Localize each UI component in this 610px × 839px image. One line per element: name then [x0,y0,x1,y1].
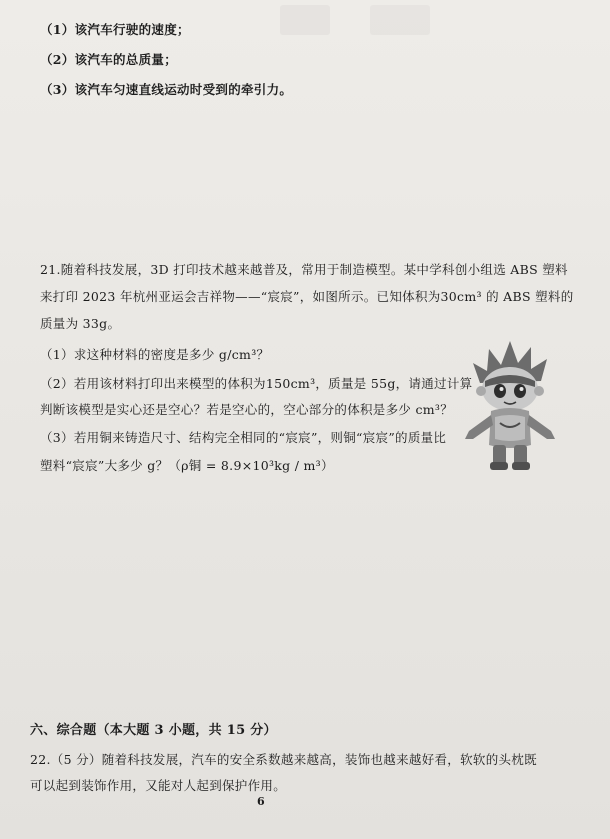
mascot-chenchen-icon [455,335,565,475]
scan-smudge [370,5,430,35]
q21-part-3-line-2: 塑料“宸宸”大多少 g？（ρ铜 = 8.9×10³kg / m³） [40,458,334,473]
page-number: 6 [257,795,265,808]
q20-part-3: （3）该汽车匀速直线运动时受到的牵引力。 [40,82,293,97]
q22-line-2: 可以起到装饰作用，又能对人起到保护作用。 [30,778,287,793]
q21-stem-line-2: 来打印 2023 年杭州亚运会吉祥物——“宸宸”，如图所示。已知体积为30cm³ 的 ABS 塑料的 [40,289,574,304]
q21-part-2-line-1: （2）若用该材料打印出来模型的体积为150cm³，质量是 55g，请通过计算 [40,376,473,391]
q20-part-1: （1）该汽车行驶的速度； [40,22,190,37]
q21-part-3-line-1: （3）若用铜来铸造尺寸、结构完全相同的“宸宸”，则铜“宸宸”的质量比 [40,430,447,445]
section-title: 六、综合题（本大题 3 小题，共 15 分） [30,723,277,738]
q21-stem-line-1: 21.随着科技发展，3D 打印技术越来越普及，常用于制造模型。某中学科创小组选 ABS 塑料 [40,262,568,277]
scan-smudge [280,5,330,35]
q22-line-1: 22.（5 分）随着科技发展，汽车的安全系数越来越高，装饰也越来越好看，软软的头枕既 [30,752,537,767]
q21-stem-line-3: 质量为 33g。 [40,316,121,331]
q20-part-2: （2）该汽车的总质量； [40,52,177,67]
q21-part-2-line-2: 判断该模型是实心还是空心？若是空心的，空心部分的体积是多少 cm³？ [40,402,454,417]
q21-part-1: （1）求这种材料的密度是多少 g/cm³？ [40,347,270,362]
